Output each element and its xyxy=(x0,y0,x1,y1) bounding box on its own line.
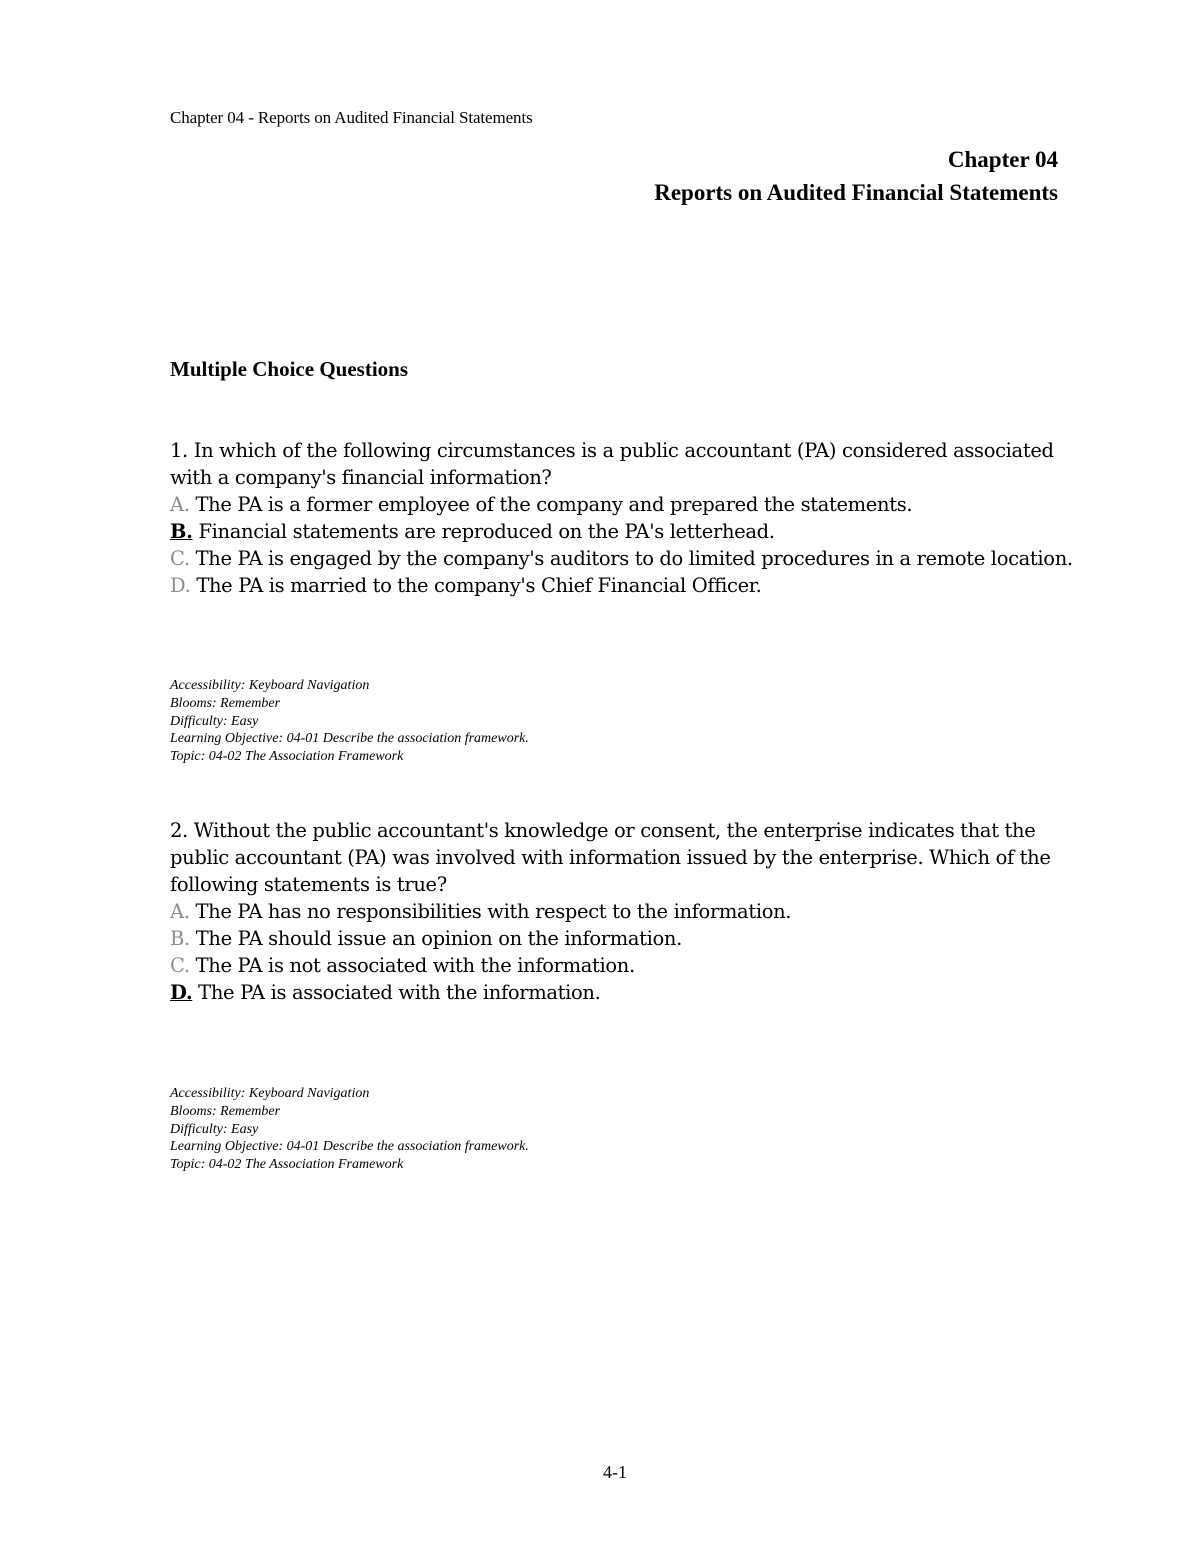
meta-blooms: Blooms: Remember xyxy=(170,1103,281,1119)
answer-option-b xyxy=(170,925,1070,952)
section-heading: Multiple Choice Questions xyxy=(170,357,409,381)
meta-topic: Topic: 04-02 The Association Framework xyxy=(170,1157,404,1173)
option-text: The PA is not associated with the information. xyxy=(195,954,635,977)
page-number: 4-1 xyxy=(603,1462,627,1482)
meta-accessibility: Accessibility: Keyboard Navigation xyxy=(170,1086,370,1101)
option-text: The PA has no responsibilities with respect to the information. xyxy=(195,900,792,923)
running-header: Chapter 04 - Reports on Audited Financial Statements xyxy=(170,108,533,127)
answer-option-a xyxy=(170,491,1070,518)
option-text: The PA is associated with the information. xyxy=(198,981,601,1004)
question-1 xyxy=(170,437,1073,599)
option-text: The PA is engaged by the company's auditors to do limited procedures in a remote location. xyxy=(195,547,1073,570)
answer-option-c xyxy=(170,545,1073,572)
question-stem-line: with a company's financial information? xyxy=(170,466,552,489)
meta-blooms: Blooms: Remember xyxy=(170,695,281,711)
question-2-metadata xyxy=(170,1085,529,1174)
chapter-title xyxy=(654,143,1058,209)
meta-accessibility: Accessibility: Keyboard Navigation xyxy=(170,678,370,693)
answer-option-d xyxy=(170,979,1070,1006)
meta-difficulty: Difficulty: Easy xyxy=(170,1121,259,1137)
question-1-metadata xyxy=(170,677,529,766)
option-letter: A. xyxy=(170,493,190,516)
meta-learning-objective: Learning Objective: 04-01 Describe the association framework. xyxy=(170,1139,529,1155)
option-text: The PA should issue an opinion on the information. xyxy=(195,927,682,950)
chapter-number: Chapter 04 xyxy=(947,147,1058,172)
question-stem-line: 1. In which of the following circumstances is a public accountant (PA) considered associated xyxy=(170,439,1054,462)
answer-option-c xyxy=(170,952,1070,979)
meta-topic: Topic: 04-02 The Association Framework xyxy=(170,749,404,765)
option-letter: B. xyxy=(170,927,190,950)
meta-difficulty: Difficulty: Easy xyxy=(170,713,259,729)
meta-learning-objective: Learning Objective: 04-01 Describe the association framework. xyxy=(170,731,529,747)
option-letter: A. xyxy=(170,900,190,923)
option-letter: D. xyxy=(170,574,191,597)
question-stem-line: 2. Without the public accountant's knowledge or consent, the enterprise indicates that the xyxy=(170,819,1036,842)
option-text: The PA is married to the company's Chief Financial Officer. xyxy=(196,574,762,597)
answer-option-d xyxy=(170,572,1070,599)
question-2 xyxy=(170,817,1070,1006)
option-letter: C. xyxy=(170,547,190,570)
question-stem-line: public accountant (PA) was involved with information issued by the enterprise. Which of the xyxy=(170,846,1051,869)
answer-option-a xyxy=(170,898,1070,925)
option-letter-correct: D. xyxy=(170,981,193,1004)
option-letter: C. xyxy=(170,954,190,977)
question-stem-line: following statements is true? xyxy=(170,873,447,896)
option-text: Financial statements are reproduced on the PA's letterhead. xyxy=(198,520,775,543)
option-letter-correct: B. xyxy=(170,520,193,543)
chapter-name: Reports on Audited Financial Statements xyxy=(654,180,1058,205)
answer-option-b xyxy=(170,518,1070,545)
option-text: The PA is a former employee of the company and prepared the statements. xyxy=(195,493,913,516)
